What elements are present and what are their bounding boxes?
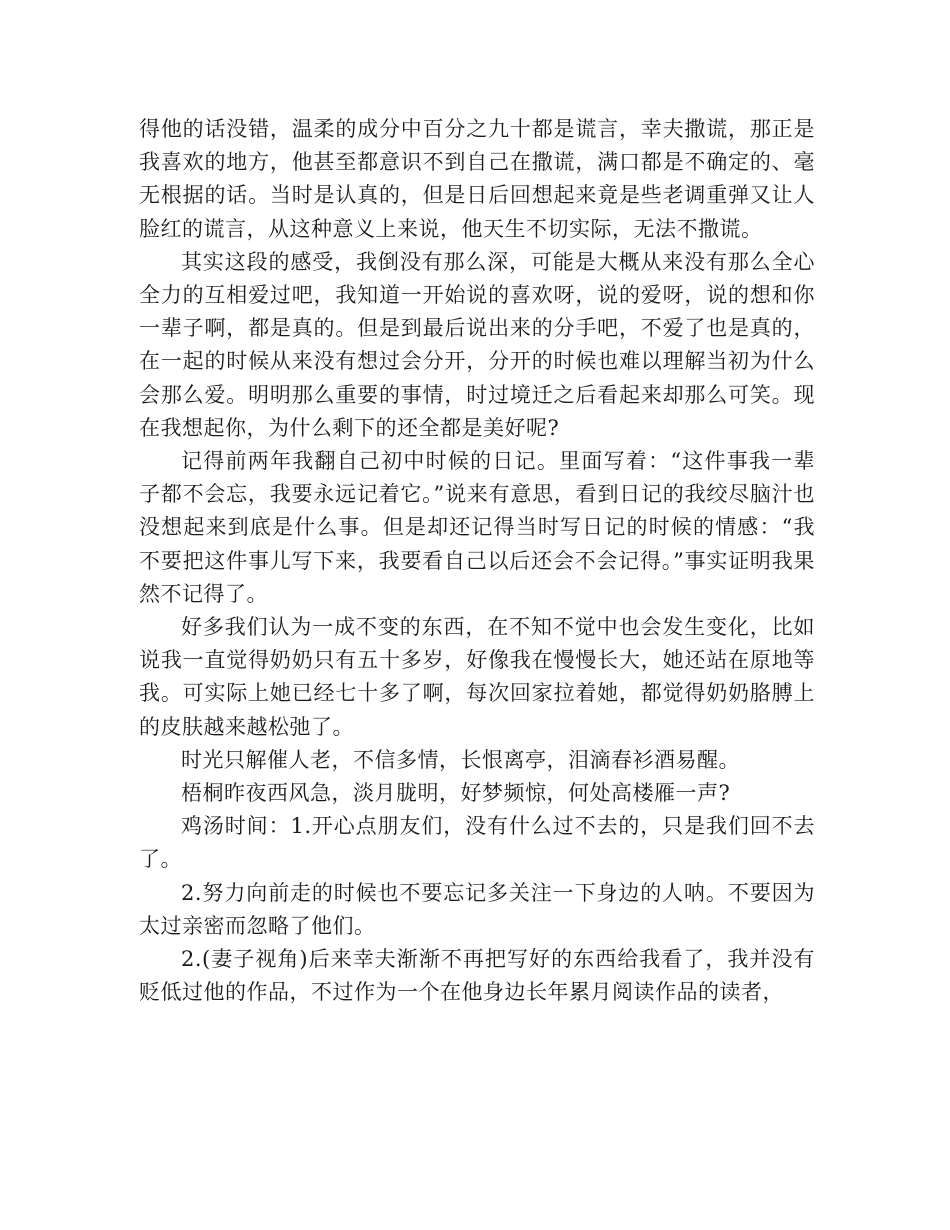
paragraph-3: 记得前两年我翻自己初中时候的日记。里面写着：“这件事我一辈子都不会忘，我要永远记着它。”说来有意思，看到日记的我绞尽脑汁也没想起来到底是什么事。但是却还记得当时写日记的时候的情感：“我不要把这件事儿写下来，我要看自己以后还会不会记得。”事实证明我果然不记得了。	[139, 449, 815, 606]
paragraph-4: 好多我们认为一成不变的东西，在不知不觉中也会发生变化，比如说我一直觉得奶奶只有五十多岁，好像我在慢慢长大，她还站在原地等我。可实际上她已经七十多了啊，每次回家拉着她，都觉得奶奶胳膊上的皮肤越来越松弛了。	[139, 615, 815, 739]
paragraph-tip-2: 2.努力向前走的时候也不要忘记多关注一下身边的人呐。不要因为太过亲密而忽略了他们。	[139, 880, 815, 938]
poem-line-1: 时光只解催人老，不信多情，长恨离亭，泪滴春衫酒易醒。	[181, 747, 740, 772]
paragraph-1: 得他的话没错，温柔的成分中百分之九十都是谎言，幸夫撒谎，那正是我喜欢的地方，他甚至都意识不到自己在撒谎，满口都是不确定的、毫无根据的话。当时是认真的，但是日后回想起来竟是些老调重弹又让人脸红的谎言，从这种意义上来说，他天生不切实际，无法不撒谎。	[139, 117, 815, 241]
document-body	[139, 113, 815, 1009]
paragraph-2: 其实这段的感受，我倒没有那么深，可能是大概从来没有那么全心全力的互相爱过吧，我知道一开始说的喜欢呀，说的爱呀，说的想和你一辈子啊，都是真的。但是到最后说出来的分手吧，不爱了也是真的，在一起的时候从来没有想过会分开，分开的时候也难以理解当初为什么会那么爱。明明那么重要的事情，时过境迁之后看起来却那么可笑。现在我想起你，为什么剩下的还全都是美好呢?	[139, 249, 815, 440]
paragraph-wife-view: 2.(妻子视角)后来幸夫渐渐不再把写好的东西给我看了，我并没有贬低过他的作品，不过作为一个在他身边长年累月阅读作品的读者，	[139, 947, 815, 1005]
paragraph-tip-1: 鸡汤时间：1.开心点朋友们，没有什么过不去的，只是我们回不去了。	[139, 814, 815, 872]
poem-line-2: 梧桐昨夜西风急，淡月胧明，好梦频惊，何处高楼雁一声?	[181, 781, 731, 806]
